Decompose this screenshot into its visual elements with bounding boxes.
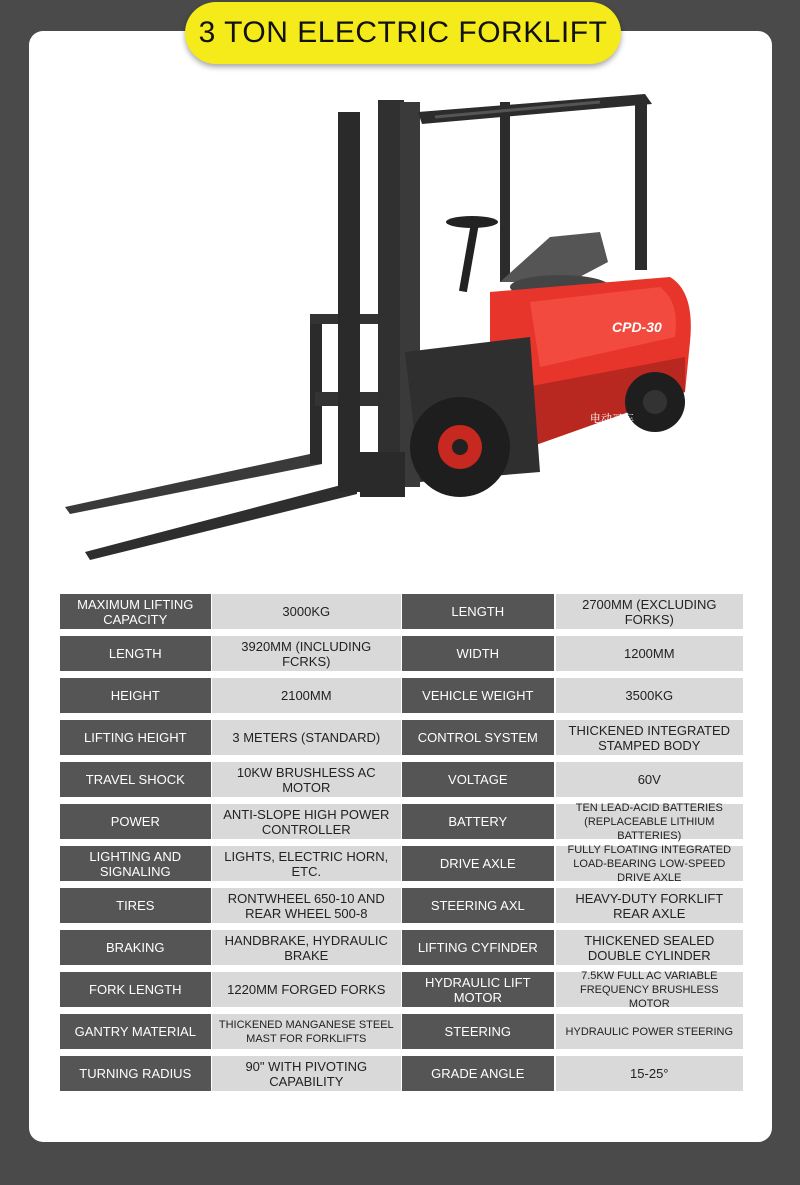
spec-table (60, 594, 743, 1098)
table-row (60, 801, 743, 842)
table-row (60, 930, 743, 965)
spec-label: DRIVE AXLE (402, 846, 554, 881)
spec-label: BRAKING (60, 930, 211, 965)
table-row (60, 843, 743, 884)
spec-value: 90" WITH PIVOTING CAPABILITY (212, 1056, 401, 1091)
model-badge: CPD-30 (612, 319, 662, 335)
spec-value: 60V (556, 762, 743, 797)
table-row (60, 762, 743, 797)
spec-label: BATTERY (402, 804, 554, 839)
spec-label: HEIGHT (60, 678, 211, 713)
spec-value: 10KW BRUSHLESS AC MOTOR (212, 762, 401, 797)
spec-value: THICKENED MANGANESE STEEL MAST FOR FORKLIFTS (212, 1014, 401, 1049)
spec-value: HANDBRAKE, HYDRAULIC BRAKE (212, 930, 401, 965)
spec-value: 1220MM FORGED FORKS (212, 972, 401, 1007)
spec-value: TEN LEAD-ACID BATTERIES (REPLACEABLE LITHIUM BATTERIES) (556, 804, 743, 839)
spec-value: 3920MM (INCLUDING FCRKS) (212, 636, 401, 671)
table-row (60, 678, 743, 713)
spec-value: 2700MM (EXCLUDING FORKS) (556, 594, 743, 629)
page-title: 3 TON ELECTRIC FORKLIFT (185, 2, 621, 64)
forklift-image (60, 92, 700, 562)
spec-label: TURNING RADIUS (60, 1056, 211, 1091)
spec-label: LENGTH (402, 594, 554, 629)
spec-label: LIFTING CYFINDER (402, 930, 554, 965)
table-row (60, 969, 743, 1010)
table-row (60, 594, 743, 629)
spec-value: THICKENED SEALED DOUBLE CYLINDER (556, 930, 743, 965)
spec-label: STEERING (402, 1014, 554, 1049)
spec-value: HYDRAULIC POWER STEERING (556, 1014, 743, 1049)
spec-label: HYDRAULIC LIFT MOTOR (402, 972, 554, 1007)
spec-value: 1200MM (556, 636, 743, 671)
spec-value: 7.5KW FULL AC VARIABLE FREQUENCY BRUSHLESS MOTOR (556, 972, 743, 1007)
spec-label: WIDTH (402, 636, 554, 671)
spec-value: LIGHTS, ELECTRIC HORN, ETC. (212, 846, 401, 881)
table-row (60, 1014, 743, 1049)
body-chinese-label: 电动叉车 (590, 412, 634, 425)
spec-label: MAXIMUM LIFTING CAPACITY (60, 594, 211, 629)
table-row (60, 720, 743, 755)
spec-label: CONTROL SYSTEM (402, 720, 554, 755)
spec-label: GRADE ANGLE (402, 1056, 554, 1091)
spec-label: LIFTING HEIGHT (60, 720, 211, 755)
spec-value: 3500KG (556, 678, 743, 713)
spec-value: 15-25° (556, 1056, 743, 1091)
table-row (60, 888, 743, 923)
table-row (60, 1056, 743, 1091)
spec-value: 3 METERS (STANDARD) (212, 720, 401, 755)
spec-value: RONTWHEEL 650-10 AND REAR WHEEL 500-8 (212, 888, 401, 923)
spec-label: TIRES (60, 888, 211, 923)
table-row (60, 636, 743, 671)
spec-value: 3000KG (212, 594, 401, 629)
spec-value: THICKENED INTEGRATED STAMPED BODY (556, 720, 743, 755)
spec-label: VOLTAGE (402, 762, 554, 797)
spec-value: FULLY FLOATING INTEGRATED LOAD-BEARING LOW-SPEED DRIVE AXLE (556, 846, 743, 881)
spec-label: STEERING AXL (402, 888, 554, 923)
spec-value: HEAVY-DUTY FORKLIFT REAR AXLE (556, 888, 743, 923)
spec-label: LENGTH (60, 636, 211, 671)
spec-label: LIGHTING AND SIGNALING (60, 846, 211, 881)
spec-label: POWER (60, 804, 211, 839)
spec-label: VEHICLE WEIGHT (402, 678, 554, 713)
spec-value: ANTI-SLOPE HIGH POWER CONTROLLER (212, 804, 401, 839)
spec-label: TRAVEL SHOCK (60, 762, 211, 797)
spec-label: FORK LENGTH (60, 972, 211, 1007)
spec-value: 2100MM (212, 678, 401, 713)
spec-label: GANTRY MATERIAL (60, 1014, 211, 1049)
